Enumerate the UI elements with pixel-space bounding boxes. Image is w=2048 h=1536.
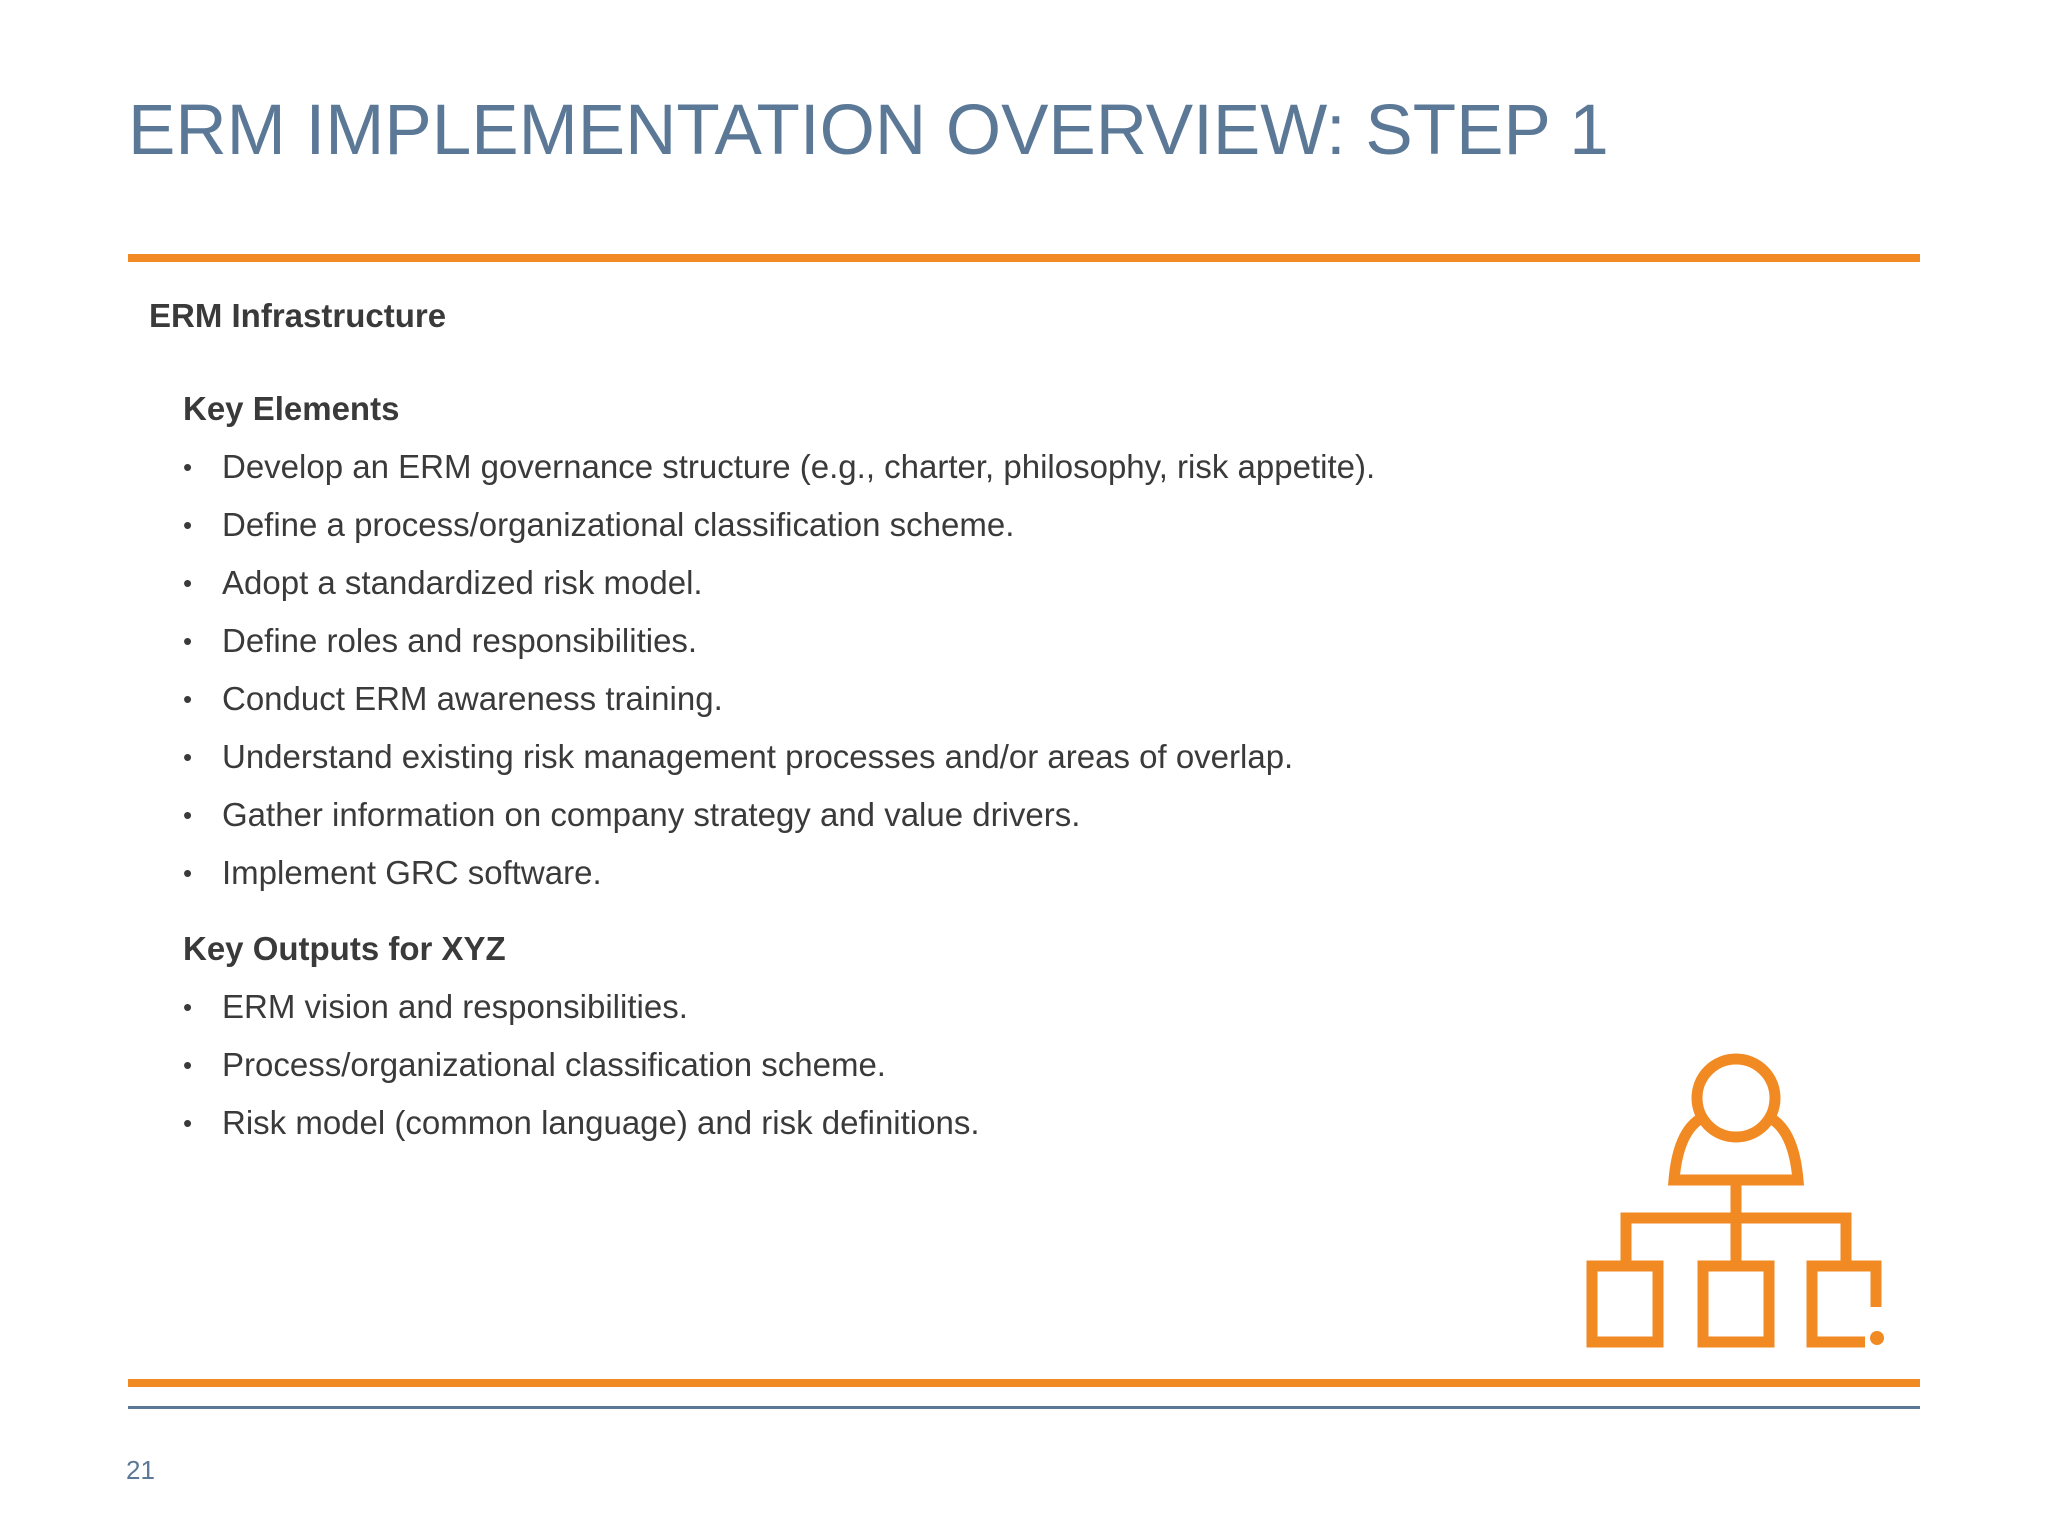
bullet-icon: •	[183, 684, 193, 714]
title-divider	[128, 254, 1920, 262]
footer-rule	[128, 1406, 1920, 1409]
slide-title: ERM IMPLEMENTATION OVERVIEW: STEP 1	[128, 91, 1609, 170]
key-elements-heading: Key Elements	[183, 390, 400, 427]
footer-divider	[128, 1379, 1920, 1387]
bullet-icon: •	[183, 800, 193, 830]
bullet-icon: •	[183, 992, 193, 1022]
bullet-icon: •	[183, 742, 193, 772]
bullet-icon: •	[183, 626, 193, 656]
org-chart-person-icon	[1580, 1045, 1892, 1363]
section-heading: ERM Infrastructure	[149, 297, 447, 334]
bullet-icon: •	[183, 1108, 193, 1138]
bullet-icon: •	[183, 568, 193, 598]
bullet-icon: •	[183, 510, 193, 540]
slide: ERM IMPLEMENTATION OVERVIEW: STEP 1 ERM Infrastructure Key Elements • Develop an ERM governance structure (e.g., charter, philosophy, risk appetite). • Define a process/organizational classification scheme. • Adopt a standardized risk model. • Define roles and responsibilities. • Conduct ERM awareness training. • Understand existing risk management processes and/or areas of overlap. • Gather information on company strategy and value drivers. • Implement GRC software. Key Outputs for XYZ • ERM vision and responsibilities. • Process/organizational classification scheme. • Risk model (common language) and risk definitions. 21	[0, 0, 2048, 1536]
page-number: 21	[126, 1455, 155, 1485]
bullet-icon: •	[183, 452, 193, 482]
bullet-icon: •	[183, 1050, 193, 1080]
key-outputs-heading: Key Outputs for XYZ	[183, 930, 506, 967]
bullet-icon: •	[183, 858, 193, 888]
